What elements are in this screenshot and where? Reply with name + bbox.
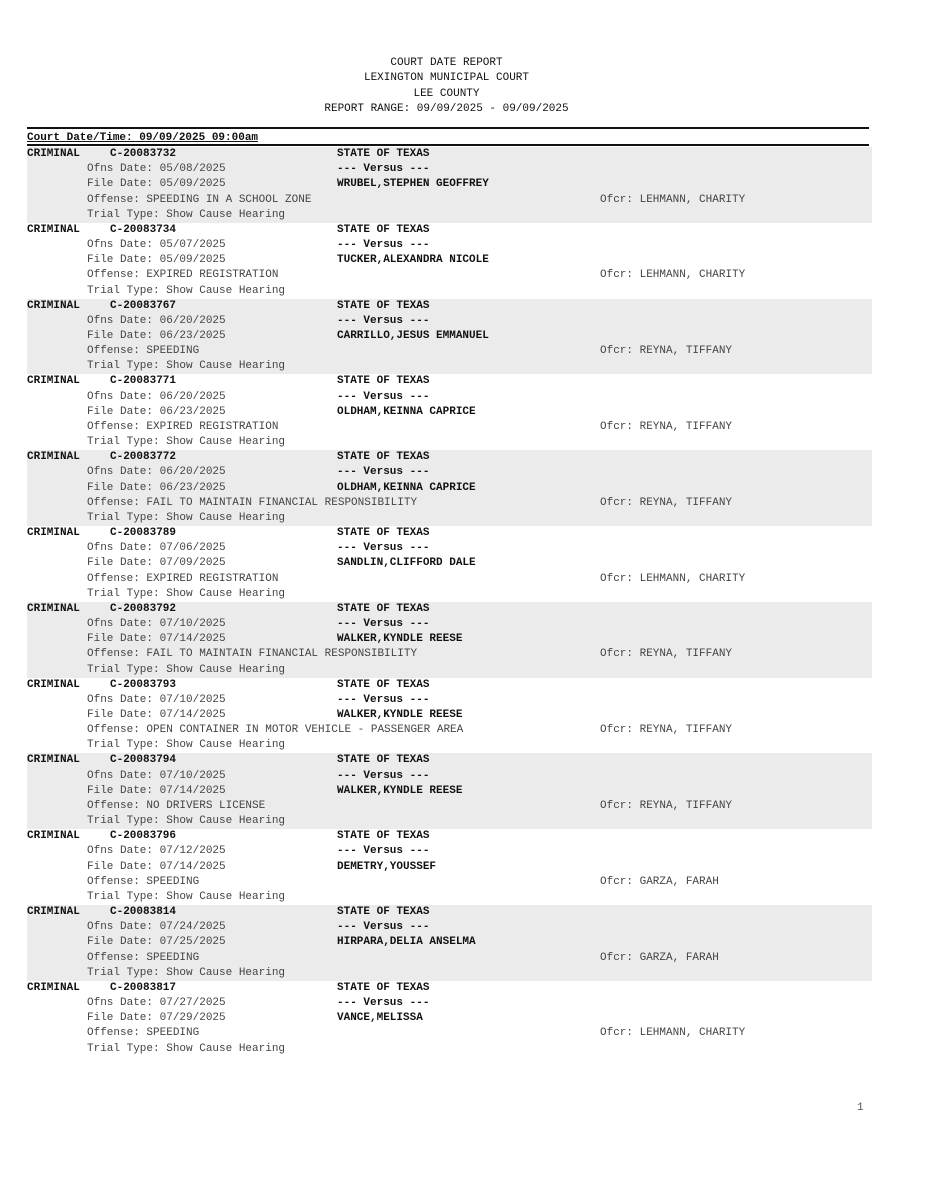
offense-description: Offense: FAIL TO MAINTAIN FINANCIAL RESPONSIBILITY bbox=[87, 648, 418, 661]
case-number: C-20083793 bbox=[110, 678, 177, 691]
officer-name: Ofcr: GARZA, FARAH bbox=[600, 951, 719, 964]
case-type: CRIMINAL bbox=[27, 830, 80, 843]
plaintiff: STATE OF TEXAS bbox=[337, 451, 430, 464]
case-number: C-20083767 bbox=[110, 299, 177, 312]
defendant-name: TUCKER,ALEXANDRA NICOLE bbox=[337, 254, 489, 267]
case-number: C-20083732 bbox=[110, 148, 177, 160]
offense-date: Ofns Date: 07/12/2025 bbox=[87, 845, 226, 858]
case-type: CRIMINAL bbox=[27, 148, 80, 160]
officer-name: Ofcr: LEHMANN, CHARITY bbox=[600, 193, 746, 206]
offense-date: Ofns Date: 05/08/2025 bbox=[87, 163, 226, 176]
file-date: File Date: 07/14/2025 bbox=[87, 708, 226, 721]
trial-type: Trial Type: Show Cause Hearing bbox=[87, 511, 286, 524]
defendant-name: WRUBEL,STEPHEN GEOFFREY bbox=[337, 178, 489, 191]
offense-date: Ofns Date: 07/06/2025 bbox=[87, 542, 226, 555]
versus-label: --- Versus --- bbox=[337, 769, 430, 782]
file-date: File Date: 06/23/2025 bbox=[87, 329, 226, 342]
case-number: C-20083814 bbox=[110, 905, 177, 918]
versus-label: --- Versus --- bbox=[337, 617, 430, 630]
file-date: File Date: 07/25/2025 bbox=[87, 936, 226, 949]
offense-date: Ofns Date: 06/20/2025 bbox=[87, 466, 226, 479]
case-number: C-20083772 bbox=[110, 451, 177, 464]
trial-type: Trial Type: Show Cause Hearing bbox=[87, 208, 286, 221]
offense-date: Ofns Date: 06/20/2025 bbox=[87, 314, 226, 327]
file-date: File Date: 07/09/2025 bbox=[87, 557, 226, 570]
plaintiff: STATE OF TEXAS bbox=[337, 299, 430, 312]
offense-date: Ofns Date: 07/10/2025 bbox=[87, 769, 226, 782]
offense-description: Offense: SPEEDING bbox=[87, 345, 200, 358]
case-entry bbox=[27, 299, 872, 375]
offense-description: Offense: OPEN CONTAINER IN MOTOR VEHICLE - PASSENGER AREA bbox=[87, 724, 464, 737]
report-title: COURT DATE REPORT bbox=[390, 57, 503, 69]
versus-label: --- Versus --- bbox=[337, 845, 430, 858]
case-entry bbox=[27, 450, 872, 526]
report-header bbox=[0, 56, 893, 117]
plaintiff: STATE OF TEXAS bbox=[337, 981, 430, 994]
officer-name: Ofcr: REYNA, TIFFANY bbox=[600, 648, 733, 661]
officer-name: Ofcr: LEHMANN, CHARITY bbox=[600, 269, 746, 282]
offense-description: Offense: EXPIRED REGISTRATION bbox=[87, 420, 279, 433]
officer-name: Ofcr: REYNA, TIFFANY bbox=[600, 420, 733, 433]
file-date: File Date: 05/09/2025 bbox=[87, 254, 226, 267]
case-number: C-20083817 bbox=[110, 981, 177, 994]
report-range: REPORT RANGE: 09/09/2025 - 09/09/2025 bbox=[324, 102, 569, 115]
defendant-name: OLDHAM,KEINNA CAPRICE bbox=[337, 405, 476, 418]
plaintiff: STATE OF TEXAS bbox=[337, 375, 430, 388]
page-number: 1 bbox=[857, 1102, 864, 1114]
defendant-name: HIRPARA,DELIA ANSELMA bbox=[337, 936, 476, 949]
defendant-name: WALKER,KYNDLE REESE bbox=[337, 708, 463, 721]
case-entry bbox=[27, 905, 872, 981]
versus-label: --- Versus --- bbox=[337, 693, 430, 706]
offense-date: Ofns Date: 07/10/2025 bbox=[87, 617, 226, 630]
officer-name: Ofcr: REYNA, TIFFANY bbox=[600, 724, 733, 737]
trial-type: Trial Type: Show Cause Hearing bbox=[87, 1042, 286, 1055]
plaintiff: STATE OF TEXAS bbox=[337, 602, 430, 615]
plaintiff: STATE OF TEXAS bbox=[337, 678, 430, 691]
case-number: C-20083792 bbox=[110, 602, 177, 615]
case-number: C-20083789 bbox=[110, 526, 177, 539]
trial-type: Trial Type: Show Cause Hearing bbox=[87, 739, 286, 752]
plaintiff: STATE OF TEXAS bbox=[337, 148, 430, 160]
county-name: LEE COUNTY bbox=[413, 87, 480, 100]
offense-date: Ofns Date: 07/10/2025 bbox=[87, 693, 226, 706]
case-type: CRIMINAL bbox=[27, 451, 80, 464]
plaintiff: STATE OF TEXAS bbox=[337, 905, 430, 918]
court-datetime: Court Date/Time: 09/09/2025 09:00am bbox=[27, 132, 259, 144]
case-type: CRIMINAL bbox=[27, 602, 80, 615]
plaintiff: STATE OF TEXAS bbox=[337, 526, 430, 539]
versus-label: --- Versus --- bbox=[337, 163, 430, 176]
officer-name: Ofcr: REYNA, TIFFANY bbox=[600, 345, 733, 358]
trial-type: Trial Type: Show Cause Hearing bbox=[87, 966, 286, 979]
officer-name: Ofcr: LEHMANN, CHARITY bbox=[600, 1027, 746, 1040]
versus-label: --- Versus --- bbox=[337, 542, 430, 555]
bottom-divider bbox=[27, 144, 869, 146]
case-type: CRIMINAL bbox=[27, 905, 80, 918]
file-date: File Date: 06/23/2025 bbox=[87, 405, 226, 418]
plaintiff: STATE OF TEXAS bbox=[337, 754, 430, 767]
defendant-name: DEMETRY,YOUSSEF bbox=[337, 860, 437, 873]
versus-label: --- Versus --- bbox=[337, 390, 430, 403]
offense-description: Offense: SPEEDING IN A SCHOOL ZONE bbox=[87, 193, 312, 206]
trial-type: Trial Type: Show Cause Hearing bbox=[87, 436, 286, 449]
offense-description: Offense: SPEEDING bbox=[87, 951, 200, 964]
top-divider bbox=[27, 127, 869, 129]
trial-type: Trial Type: Show Cause Hearing bbox=[87, 890, 286, 903]
case-type: CRIMINAL bbox=[27, 981, 80, 994]
offense-description: Offense: EXPIRED REGISTRATION bbox=[87, 269, 279, 282]
offense-description: Offense: NO DRIVERS LICENSE bbox=[87, 799, 266, 812]
case-type: CRIMINAL bbox=[27, 678, 80, 691]
offense-date: Ofns Date: 05/07/2025 bbox=[87, 238, 226, 251]
court-name: LEXINGTON MUNICIPAL COURT bbox=[363, 72, 530, 85]
case-entry bbox=[27, 526, 872, 602]
case-number: C-20083794 bbox=[110, 754, 177, 767]
versus-label: --- Versus --- bbox=[337, 996, 430, 1009]
case-number: C-20083734 bbox=[110, 223, 177, 236]
trial-type: Trial Type: Show Cause Hearing bbox=[87, 284, 286, 297]
case-number: C-20083796 bbox=[110, 830, 177, 843]
defendant-name: OLDHAM,KEINNA CAPRICE bbox=[337, 481, 476, 494]
offense-date: Ofns Date: 06/20/2025 bbox=[87, 390, 226, 403]
file-date: File Date: 07/14/2025 bbox=[87, 784, 226, 797]
trial-type: Trial Type: Show Cause Hearing bbox=[87, 360, 286, 373]
case-entry bbox=[27, 678, 872, 754]
plaintiff: STATE OF TEXAS bbox=[337, 830, 430, 843]
case-entry bbox=[27, 753, 872, 829]
offense-description: Offense: EXPIRED REGISTRATION bbox=[87, 572, 279, 585]
case-type: CRIMINAL bbox=[27, 375, 80, 388]
defendant-name: CARRILLO,JESUS EMMANUEL bbox=[337, 329, 489, 342]
defendant-name: WALKER,KYNDLE REESE bbox=[337, 784, 463, 797]
defendant-name: WALKER,KYNDLE REESE bbox=[337, 633, 463, 646]
file-date: File Date: 05/09/2025 bbox=[87, 178, 226, 191]
versus-label: --- Versus --- bbox=[337, 466, 430, 479]
case-type: CRIMINAL bbox=[27, 223, 80, 236]
case-type: CRIMINAL bbox=[27, 299, 80, 312]
case-entry bbox=[27, 602, 872, 678]
offense-date: Ofns Date: 07/24/2025 bbox=[87, 921, 226, 934]
offense-description: Offense: FAIL TO MAINTAIN FINANCIAL RESPONSIBILITY bbox=[87, 496, 418, 509]
officer-name: Ofcr: LEHMANN, CHARITY bbox=[600, 572, 746, 585]
case-entry bbox=[27, 223, 872, 299]
case-entry bbox=[27, 374, 872, 450]
file-date: File Date: 07/14/2025 bbox=[87, 633, 226, 646]
case-entry bbox=[27, 981, 872, 1057]
case-type: CRIMINAL bbox=[27, 754, 80, 767]
defendant-name: VANCE,MELISSA bbox=[337, 1012, 423, 1025]
trial-type: Trial Type: Show Cause Hearing bbox=[87, 587, 286, 600]
case-list bbox=[27, 147, 872, 1057]
trial-type: Trial Type: Show Cause Hearing bbox=[87, 663, 286, 676]
defendant-name: SANDLIN,CLIFFORD DALE bbox=[337, 557, 476, 570]
officer-name: Ofcr: GARZA, FARAH bbox=[600, 875, 719, 888]
versus-label: --- Versus --- bbox=[337, 238, 430, 251]
file-date: File Date: 07/29/2025 bbox=[87, 1012, 226, 1025]
case-entry bbox=[27, 829, 872, 905]
offense-date: Ofns Date: 07/27/2025 bbox=[87, 996, 226, 1009]
case-number: C-20083771 bbox=[110, 375, 177, 388]
officer-name: Ofcr: REYNA, TIFFANY bbox=[600, 496, 733, 509]
file-date: File Date: 07/14/2025 bbox=[87, 860, 226, 873]
trial-type: Trial Type: Show Cause Hearing bbox=[87, 815, 286, 828]
file-date: File Date: 06/23/2025 bbox=[87, 481, 226, 494]
versus-label: --- Versus --- bbox=[337, 921, 430, 934]
offense-description: Offense: SPEEDING bbox=[87, 1027, 200, 1040]
plaintiff: STATE OF TEXAS bbox=[337, 223, 430, 236]
case-type: CRIMINAL bbox=[27, 526, 80, 539]
case-entry bbox=[27, 147, 872, 223]
versus-label: --- Versus --- bbox=[337, 314, 430, 327]
officer-name: Ofcr: REYNA, TIFFANY bbox=[600, 799, 733, 812]
offense-description: Offense: SPEEDING bbox=[87, 875, 200, 888]
